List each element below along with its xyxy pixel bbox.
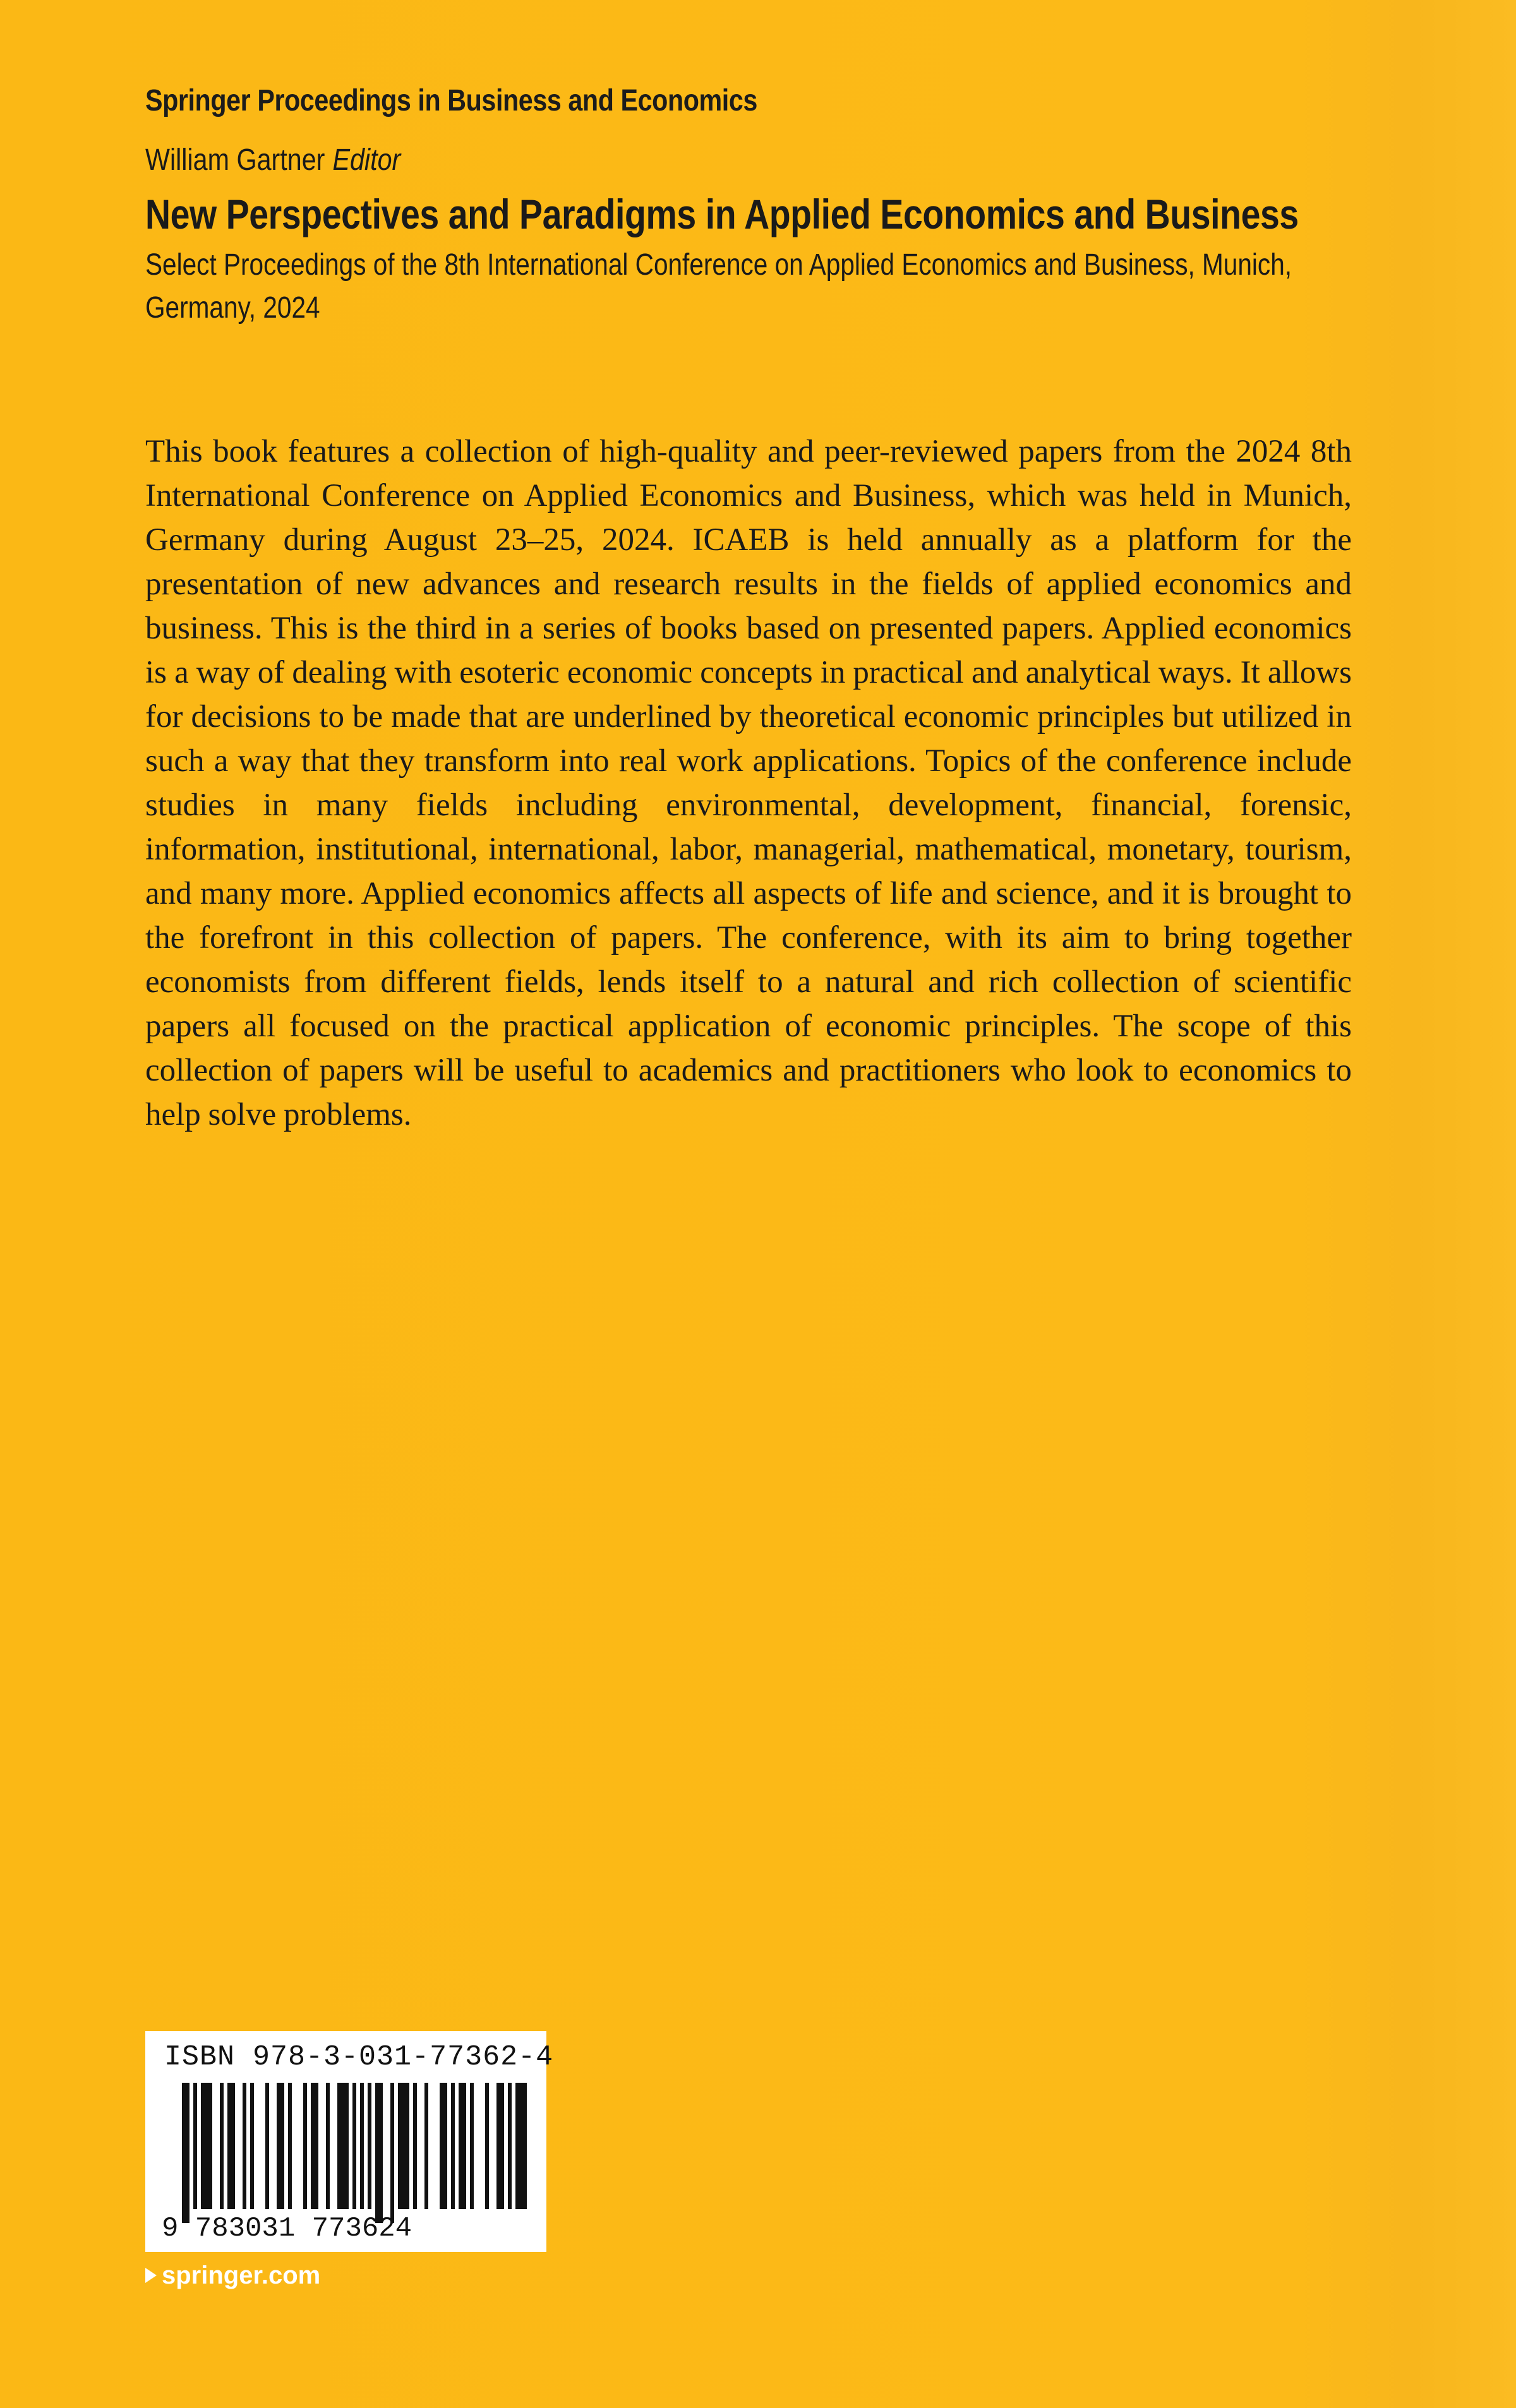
header-block xyxy=(145,82,1352,330)
barcode-bar xyxy=(375,2083,383,2223)
isbn-number: ISBN 978-3-031-77362-4 xyxy=(164,2041,554,2073)
barcode-bar xyxy=(485,2083,489,2209)
barcode-bar xyxy=(337,2083,349,2209)
publisher-link-label: springer.com xyxy=(162,2261,321,2289)
arrow-right-icon xyxy=(145,2268,157,2283)
barcode-bar xyxy=(227,2083,235,2209)
barcode-bar xyxy=(515,2083,527,2209)
barcode-bar xyxy=(470,2083,474,2209)
barcode-bar xyxy=(265,2083,269,2209)
barcode-bar xyxy=(220,2083,224,2209)
barcode-bar xyxy=(326,2083,330,2209)
barcode-bar xyxy=(451,2083,455,2209)
barcode-bar xyxy=(303,2083,307,2209)
barcode-bar xyxy=(277,2083,284,2209)
editor-name: William Gartner xyxy=(145,143,325,177)
barcode-bar xyxy=(390,2083,394,2223)
book-description: This book features a collection of high-quality and peer-reviewed papers from the 2024 8th International Conference on Applied Economics and Business, which was held in Munich, Germany during August 23–25, 2024. ICAEB is held annually as a platform for the presentation of new advances and research results in the fields of applied economics and business. This is the third in a series of books based on presented papers. Applied economics is a way of dealing with esoteric economic concepts in practical and analytical ways. It allows for decisions to be made that are underlined by theoretical economic principles but utilized in such a way that they transform into real work applications. Topics of the conference include studies in many fields including environmental, development, financial, forensic, information, institutional, international, labor, managerial, mathematical, monetary, tourism, and many more. Applied economics affects all aspects of life and science, and it is brought to the forefront in this collection of papers. The conference, with its aim to bring together economists from different fields, lends itself to a natural and rich collection of scientific papers all focused on the practical application of economic principles. The scope of this collection of papers will be useful to academics and practitioners who look to economics to help solve problems. xyxy=(145,434,1352,1132)
barcode-bar xyxy=(496,2083,504,2209)
barcode-bar xyxy=(182,2083,190,2223)
barcode-bar xyxy=(193,2083,197,2209)
editor-role: Editor xyxy=(332,143,401,177)
book-title: New Perspectives and Paradigms in Applied Economics and Business xyxy=(145,191,1299,237)
barcode-bar xyxy=(368,2083,371,2209)
barcode-bar xyxy=(311,2083,318,2209)
barcode-bar xyxy=(250,2083,254,2209)
barcode-digits: 9 783031 773624 xyxy=(162,2213,412,2244)
barcode-bar xyxy=(508,2083,512,2209)
barcode-bar xyxy=(413,2083,417,2209)
isbn-barcode xyxy=(145,2031,554,2252)
barcode-bar xyxy=(352,2083,356,2209)
series-name: Springer Proceedings in Business and Economics xyxy=(145,84,757,117)
barcode-bar xyxy=(459,2083,466,2209)
barcode-bar xyxy=(398,2083,409,2209)
book-subtitle: Select Proceedings of the 8th International Conference on Applied Economics and Business, Munich, Germany, 2024 xyxy=(145,248,1292,325)
barcode-bar xyxy=(360,2083,364,2209)
barcode-bar xyxy=(243,2083,246,2209)
barcode-bar xyxy=(440,2083,447,2209)
barcode-bar xyxy=(201,2083,212,2209)
barcode-bar xyxy=(424,2083,428,2209)
barcode-bar xyxy=(288,2083,292,2209)
publisher-link[interactable] xyxy=(145,2260,320,2291)
editor-line xyxy=(145,141,1183,179)
